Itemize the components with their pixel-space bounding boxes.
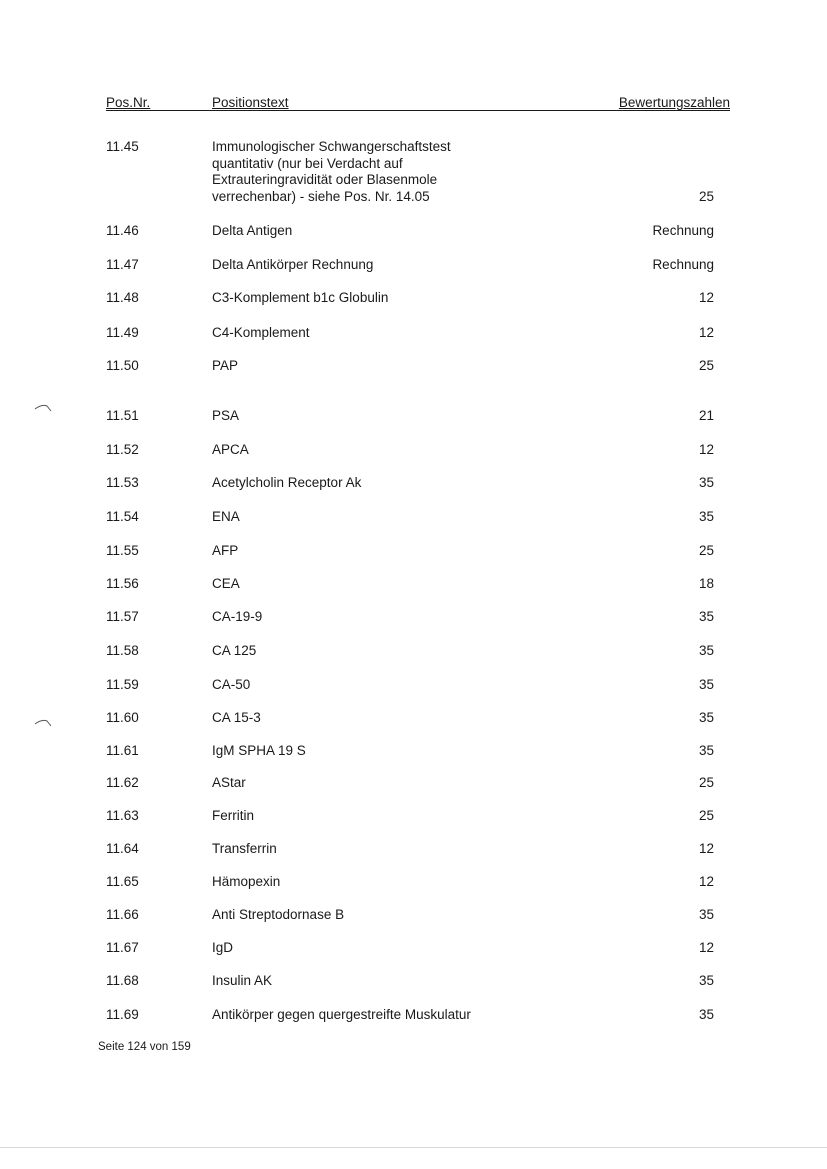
score-value: 35	[698, 907, 714, 922]
position-text	[212, 940, 542, 957]
position-text-line: CA-19-9	[212, 609, 263, 624]
scan-mark	[34, 718, 54, 728]
position-text-line: PAP	[212, 358, 239, 373]
position-text	[212, 509, 542, 526]
score-value: 25	[698, 188, 714, 204]
position-number: 11.49	[106, 325, 139, 340]
position-number: 11.53	[106, 475, 139, 490]
score-value: 35	[698, 509, 714, 524]
scan-edge	[0, 1147, 827, 1148]
position-text	[212, 358, 542, 375]
score-value: Rechnung	[652, 257, 714, 272]
position-text	[212, 408, 542, 425]
position-number: 11.67	[106, 940, 139, 955]
position-text-line: Delta Antigen	[212, 223, 293, 238]
position-number: 11.47	[106, 257, 139, 272]
score-value: 25	[698, 358, 714, 373]
header-bewertungszahlen: Bewertungszahlen	[618, 95, 730, 110]
position-number: 11.66	[106, 907, 139, 922]
position-number: 11.65	[106, 874, 139, 889]
score-value: 21	[698, 408, 714, 423]
position-text	[212, 643, 542, 660]
position-text	[212, 907, 542, 924]
position-text	[212, 743, 542, 760]
position-text-line: Antikörper gegen quergestreifte Muskulatur	[212, 1007, 471, 1022]
position-text	[212, 325, 542, 342]
position-text	[212, 290, 542, 307]
position-text	[212, 475, 542, 492]
position-number: 11.60	[106, 710, 139, 725]
position-number: 11.59	[106, 677, 139, 692]
position-text-line: CA-50	[212, 677, 251, 692]
position-text-line: Extrauteringravidität oder Blasenmole	[212, 172, 438, 187]
score-value: 35	[698, 609, 714, 624]
position-text-line: PSA	[212, 408, 240, 423]
position-number: 11.68	[106, 973, 139, 988]
position-number: 11.56	[106, 576, 139, 591]
position-text-line: APCA	[212, 442, 249, 457]
score-value: 35	[698, 643, 714, 658]
score-value: 12	[698, 841, 714, 856]
position-number: 11.51	[106, 408, 139, 423]
score-value: 25	[698, 775, 714, 790]
score-value: Rechnung	[652, 223, 714, 238]
score-value: 35	[698, 973, 714, 988]
header-positionstext: Positionstext	[212, 95, 289, 110]
scan-mark	[34, 403, 54, 413]
position-text	[212, 973, 542, 990]
position-number: 11.69	[106, 1007, 139, 1022]
position-number: 11.62	[106, 775, 139, 790]
position-text-line: Immunologischer Schwangerschaftstest	[212, 139, 451, 154]
position-number: 11.45	[106, 139, 139, 154]
position-text-line: IgD	[212, 940, 234, 955]
score-value: 35	[698, 1007, 714, 1022]
position-text	[212, 576, 542, 593]
position-text-line: CA 125	[212, 643, 257, 658]
position-text	[212, 841, 542, 858]
position-text-line: AStar	[212, 775, 246, 790]
position-text-line: IgM SPHA 19 S	[212, 743, 306, 758]
score-value: 12	[698, 940, 714, 955]
position-text-line: Hämopexin	[212, 874, 281, 889]
score-value: 12	[698, 442, 714, 457]
position-text-line: ENA	[212, 509, 240, 524]
position-text-line: Delta Antikörper Rechnung	[212, 257, 374, 272]
position-text-line: verrechenbar) - siehe Pos. Nr. 14.05	[212, 188, 430, 204]
position-text	[212, 223, 542, 240]
position-text	[212, 677, 542, 694]
score-value: 18	[698, 576, 714, 591]
position-number: 11.58	[106, 643, 139, 658]
position-text-line: C4-Komplement	[212, 325, 310, 340]
header-pos-nr: Pos.Nr.	[106, 95, 151, 110]
position-text-line: C3-Komplement b1c Globulin	[212, 290, 389, 305]
position-number: 11.63	[106, 808, 139, 823]
score-value: 25	[698, 808, 714, 823]
score-value: 35	[698, 743, 714, 758]
position-text-line: quantitativ (nur bei Verdacht auf	[212, 155, 403, 171]
position-number: 11.55	[106, 543, 139, 558]
score-value: 12	[698, 290, 714, 305]
position-text	[212, 808, 542, 825]
position-number: 11.64	[106, 841, 139, 856]
score-value: 35	[698, 710, 714, 725]
score-value: 35	[698, 475, 714, 490]
header-rule	[106, 110, 730, 111]
position-text	[212, 609, 542, 626]
position-text-line: Transferrin	[212, 841, 277, 856]
score-value: 25	[698, 543, 714, 558]
position-text-line: Acetylcholin Receptor Ak	[212, 475, 362, 490]
position-number: 11.57	[106, 609, 139, 624]
position-text	[212, 775, 542, 792]
position-text-line: Anti Streptodornase B	[212, 907, 345, 922]
position-number: 11.54	[106, 509, 139, 524]
score-value: 12	[698, 874, 714, 889]
position-number: 11.50	[106, 358, 139, 373]
position-text	[212, 442, 542, 459]
position-text	[212, 874, 542, 891]
position-number: 11.46	[106, 223, 139, 238]
position-text-line: Ferritin	[212, 808, 255, 823]
position-text	[212, 710, 542, 727]
position-text	[212, 1007, 542, 1024]
score-value: 35	[698, 677, 714, 692]
position-text	[212, 257, 542, 274]
position-number: 11.48	[106, 290, 139, 305]
position-text-line: Insulin AK	[212, 973, 273, 988]
position-text-line: CA 15-3	[212, 710, 261, 725]
position-number: 11.52	[106, 442, 139, 457]
score-value: 12	[698, 325, 714, 340]
position-text	[212, 543, 542, 560]
position-text-line: AFP	[212, 543, 239, 558]
position-text-line: CEA	[212, 576, 240, 591]
page-footer: Seite 124 von 159	[98, 1041, 191, 1053]
position-number: 11.61	[106, 743, 139, 758]
position-text	[212, 139, 542, 205]
